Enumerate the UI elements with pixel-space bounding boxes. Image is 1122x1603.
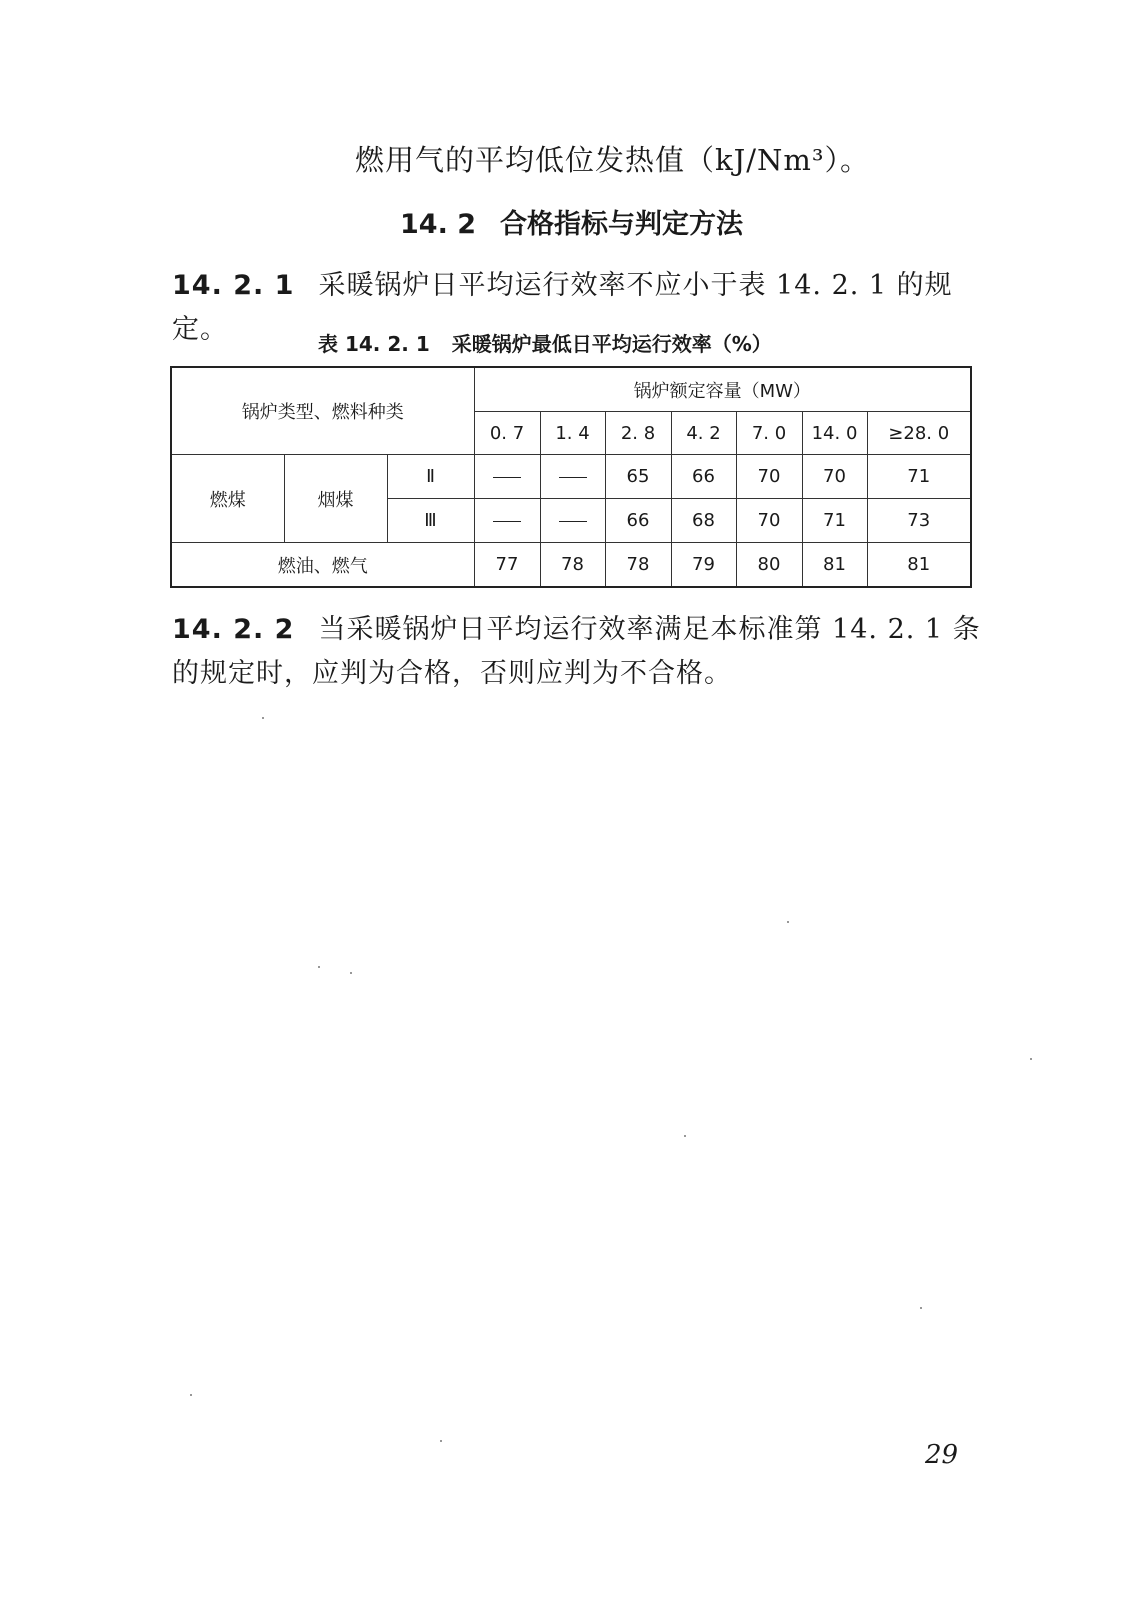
capacity-cell: 7. 0	[736, 412, 802, 455]
dash-mark	[559, 521, 587, 522]
scan-speck	[350, 972, 352, 974]
section-number: 14. 2	[400, 209, 477, 240]
capacity-cell: 2. 8	[605, 412, 671, 455]
clause-number: 14. 2. 1	[172, 270, 295, 301]
value-cell	[540, 499, 605, 543]
type-header-cell: 锅炉类型、燃料种类	[171, 367, 474, 455]
dash-mark	[493, 521, 521, 522]
capacity-cell: ≥28. 0	[867, 412, 971, 455]
table-header-row	[171, 367, 971, 412]
clause-text: 当采暖锅炉日平均运行效率满足本标准第 14. 2. 1 条的规定时，应判为合格，否则应判为不合格。	[172, 614, 981, 689]
value-cell: 66	[605, 499, 671, 543]
oil-gas-label-cell: 燃油、燃气	[171, 543, 474, 588]
capacity-header-cell: 锅炉额定容量（MW）	[474, 367, 971, 412]
value-cell: 79	[671, 543, 736, 588]
section-title: 合格指标与判定方法	[500, 209, 744, 240]
value-cell: 73	[867, 499, 971, 543]
value-cell	[474, 499, 540, 543]
value-cell: 78	[540, 543, 605, 588]
value-cell: 65	[605, 455, 671, 499]
scan-speck	[1030, 1058, 1032, 1060]
section-heading	[400, 202, 743, 241]
value-cell: 70	[736, 499, 802, 543]
scan-speck	[262, 717, 264, 719]
value-cell: 81	[802, 543, 867, 588]
value-cell: 80	[736, 543, 802, 588]
value-cell: 71	[802, 499, 867, 543]
value-cell: 81	[867, 543, 971, 588]
grade-cell: Ⅲ	[387, 499, 474, 543]
table-row	[171, 455, 971, 499]
scan-speck	[440, 1440, 442, 1442]
table-caption-title: 采暖锅炉最低日平均运行效率（%）	[451, 332, 772, 356]
value-cell: 77	[474, 543, 540, 588]
clause-number: 14. 2. 2	[172, 614, 295, 645]
value-cell: 70	[736, 455, 802, 499]
grade-cell: Ⅱ	[387, 455, 474, 499]
dash-mark	[559, 477, 587, 478]
value-cell: 78	[605, 543, 671, 588]
clause-14-2-2	[172, 608, 982, 696]
page-number: 29	[925, 1440, 959, 1470]
value-cell: 66	[671, 455, 736, 499]
value-cell: 71	[867, 455, 971, 499]
table-caption-number: 表 14. 2. 1	[318, 332, 430, 356]
scan-speck	[920, 1307, 922, 1309]
table-row	[171, 543, 971, 588]
capacity-cell: 4. 2	[671, 412, 736, 455]
continued-text-line: 燃用气的平均低位发热值（kJ/Nm³）。	[355, 143, 870, 177]
scan-speck	[684, 1135, 686, 1137]
scan-speck	[190, 1394, 192, 1396]
value-cell	[474, 455, 540, 499]
capacity-cell: 14. 0	[802, 412, 867, 455]
scan-speck	[318, 966, 320, 968]
capacity-cell: 0. 7	[474, 412, 540, 455]
scan-speck	[787, 921, 789, 923]
dash-mark	[493, 477, 521, 478]
value-cell: 68	[671, 499, 736, 543]
coal-label-cell: 燃煤	[171, 455, 284, 543]
value-cell	[540, 455, 605, 499]
bituminous-label-cell: 烟煤	[284, 455, 387, 543]
value-cell: 70	[802, 455, 867, 499]
efficiency-table	[170, 366, 972, 588]
clause-text: 采暖锅炉日平均运行效率不应小于表 14. 2. 1 的规定。	[172, 270, 953, 345]
capacity-cell: 1. 4	[540, 412, 605, 455]
table-caption	[318, 328, 772, 357]
